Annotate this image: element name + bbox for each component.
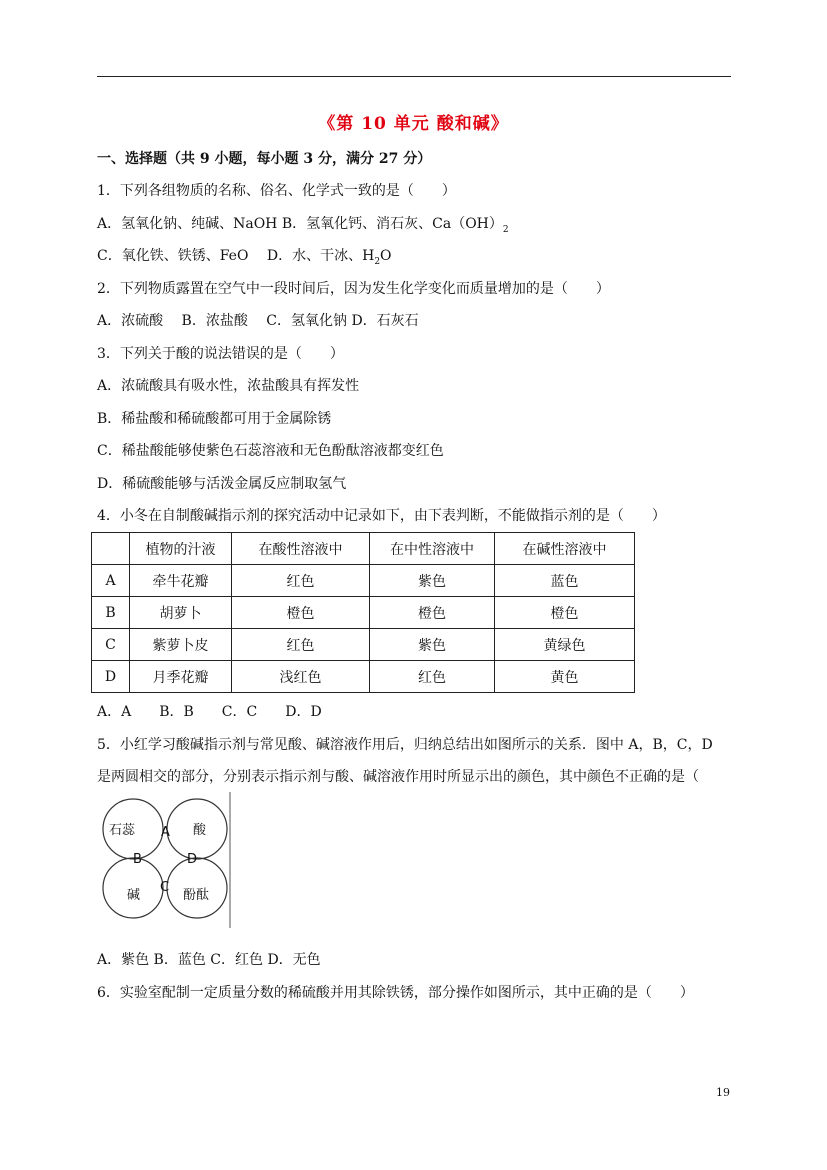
label-top-right: 酸 xyxy=(193,823,207,838)
label-region-c: C xyxy=(160,880,170,895)
venn-diagram xyxy=(97,792,237,932)
q5-stem-line1: 5．小红学习酸碱指示剂与常见酸、碱溶液作用后，归纳总结出如图所示的关系．图中 A，B，C，D xyxy=(97,737,713,753)
table-cell: 紫色 xyxy=(370,565,495,597)
table-row xyxy=(92,629,635,661)
table-cell: 红色 xyxy=(370,661,495,693)
table-cell: 红色 xyxy=(232,629,370,661)
table-cell: 紫色 xyxy=(370,629,495,661)
table-cell: B xyxy=(92,597,130,629)
table-cell: 紫萝卜皮 xyxy=(130,629,232,661)
q3-option-c: C．稀盐酸能够使紫色石蕊溶液和无色酚酞溶液都变红色 xyxy=(97,443,444,459)
table-cell: 牵牛花瓣 xyxy=(130,565,232,597)
table-row xyxy=(92,597,635,629)
table-header-cell: 在酸性溶液中 xyxy=(232,533,370,565)
table-header-cell: 在中性溶液中 xyxy=(370,533,495,565)
table-cell: 黄绿色 xyxy=(495,629,635,661)
page-number: 19 xyxy=(716,1086,730,1099)
table-cell: 胡萝卜 xyxy=(130,597,232,629)
q5-options: A．紫色 B．蓝色 C．红色 D．无色 xyxy=(97,952,321,968)
indicator-table xyxy=(91,532,635,693)
table-cell: 月季花瓣 xyxy=(130,661,232,693)
q3-option-d: D．稀硫酸能够与活泼金属反应制取氢气 xyxy=(97,476,347,492)
table-header-cell: 植物的汁液 xyxy=(130,533,232,565)
table-cell: 橙色 xyxy=(232,597,370,629)
table-cell: 红色 xyxy=(232,565,370,597)
table-row xyxy=(92,565,635,597)
table-cell: 浅红色 xyxy=(232,661,370,693)
q4-options: A．A B．B C．C D．D xyxy=(97,704,322,720)
label-bottom-left: 碱 xyxy=(127,888,141,903)
table-header-row xyxy=(92,533,635,565)
q1-options-ab: A．氢氧化钠、纯碱、NaOH B．氢氧化钙、消石灰、$Ca(OH)_2$ xyxy=(97,216,509,235)
section-heading: 一、选择题（共 9 小题，每小题 3 分，满分 27 分） xyxy=(97,151,432,167)
table-cell: D xyxy=(92,661,130,693)
table-cell: 橙色 xyxy=(370,597,495,629)
label-region-a: A xyxy=(161,825,170,840)
header-rule xyxy=(97,76,731,77)
table-row xyxy=(92,661,635,693)
table-cell: C xyxy=(92,629,130,661)
table-cell: A xyxy=(92,565,130,597)
q2-options: A．浓硫酸 B．浓盐酸 C．氢氧化钠 D．石灰石 xyxy=(97,313,419,329)
table-cell: 橙色 xyxy=(495,597,635,629)
page-title: 《第 10 单元 酸和碱》 xyxy=(318,114,509,134)
q6-stem: 6．实验室配制一定质量分数的稀硫酸并用其除铁锈，部分操作如图所示，其中正确的是（ ） xyxy=(97,985,694,1001)
label-region-b: B xyxy=(133,852,142,867)
label-region-d: D xyxy=(187,852,198,867)
q3-stem: 3．下列关于酸的说法错误的是（ ） xyxy=(97,346,344,362)
label-bottom-right: 酚酞 xyxy=(183,888,210,903)
q5-stem-line2: 是两圆相交的部分，分别表示指示剂与酸、碱溶液作用时所显示出的颜色，其中颜色不正确的是（ xyxy=(97,769,699,785)
q3-option-b: B．稀盐酸和稀硫酸都可用于金属除锈 xyxy=(97,411,332,427)
table-header-cell: 在碱性溶液中 xyxy=(495,533,635,565)
q3-option-a: A．浓硫酸具有吸水性，浓盐酸具有挥发性 xyxy=(97,378,360,394)
label-top-left: 石蕊 xyxy=(109,823,136,838)
q4-stem: 4．小冬在自制酸碱指示剂的探究活动中记录如下，由下表判断，不能做指示剂的是（ ） xyxy=(97,508,666,524)
q2-stem: 2．下列物质露置在空气中一段时间后，因为发生化学变化而质量增加的是（ ） xyxy=(97,281,610,297)
table-header-cell xyxy=(92,533,130,565)
q1-options-cd: C．氧化铁、铁锈、FeO D．水、干冰、$H_2O$ xyxy=(97,248,392,267)
table-cell: 黄色 xyxy=(495,661,635,693)
table-cell: 蓝色 xyxy=(495,565,635,597)
q1-stem: 1．下列各组物质的名称、俗名、化学式一致的是（ ） xyxy=(97,183,456,199)
